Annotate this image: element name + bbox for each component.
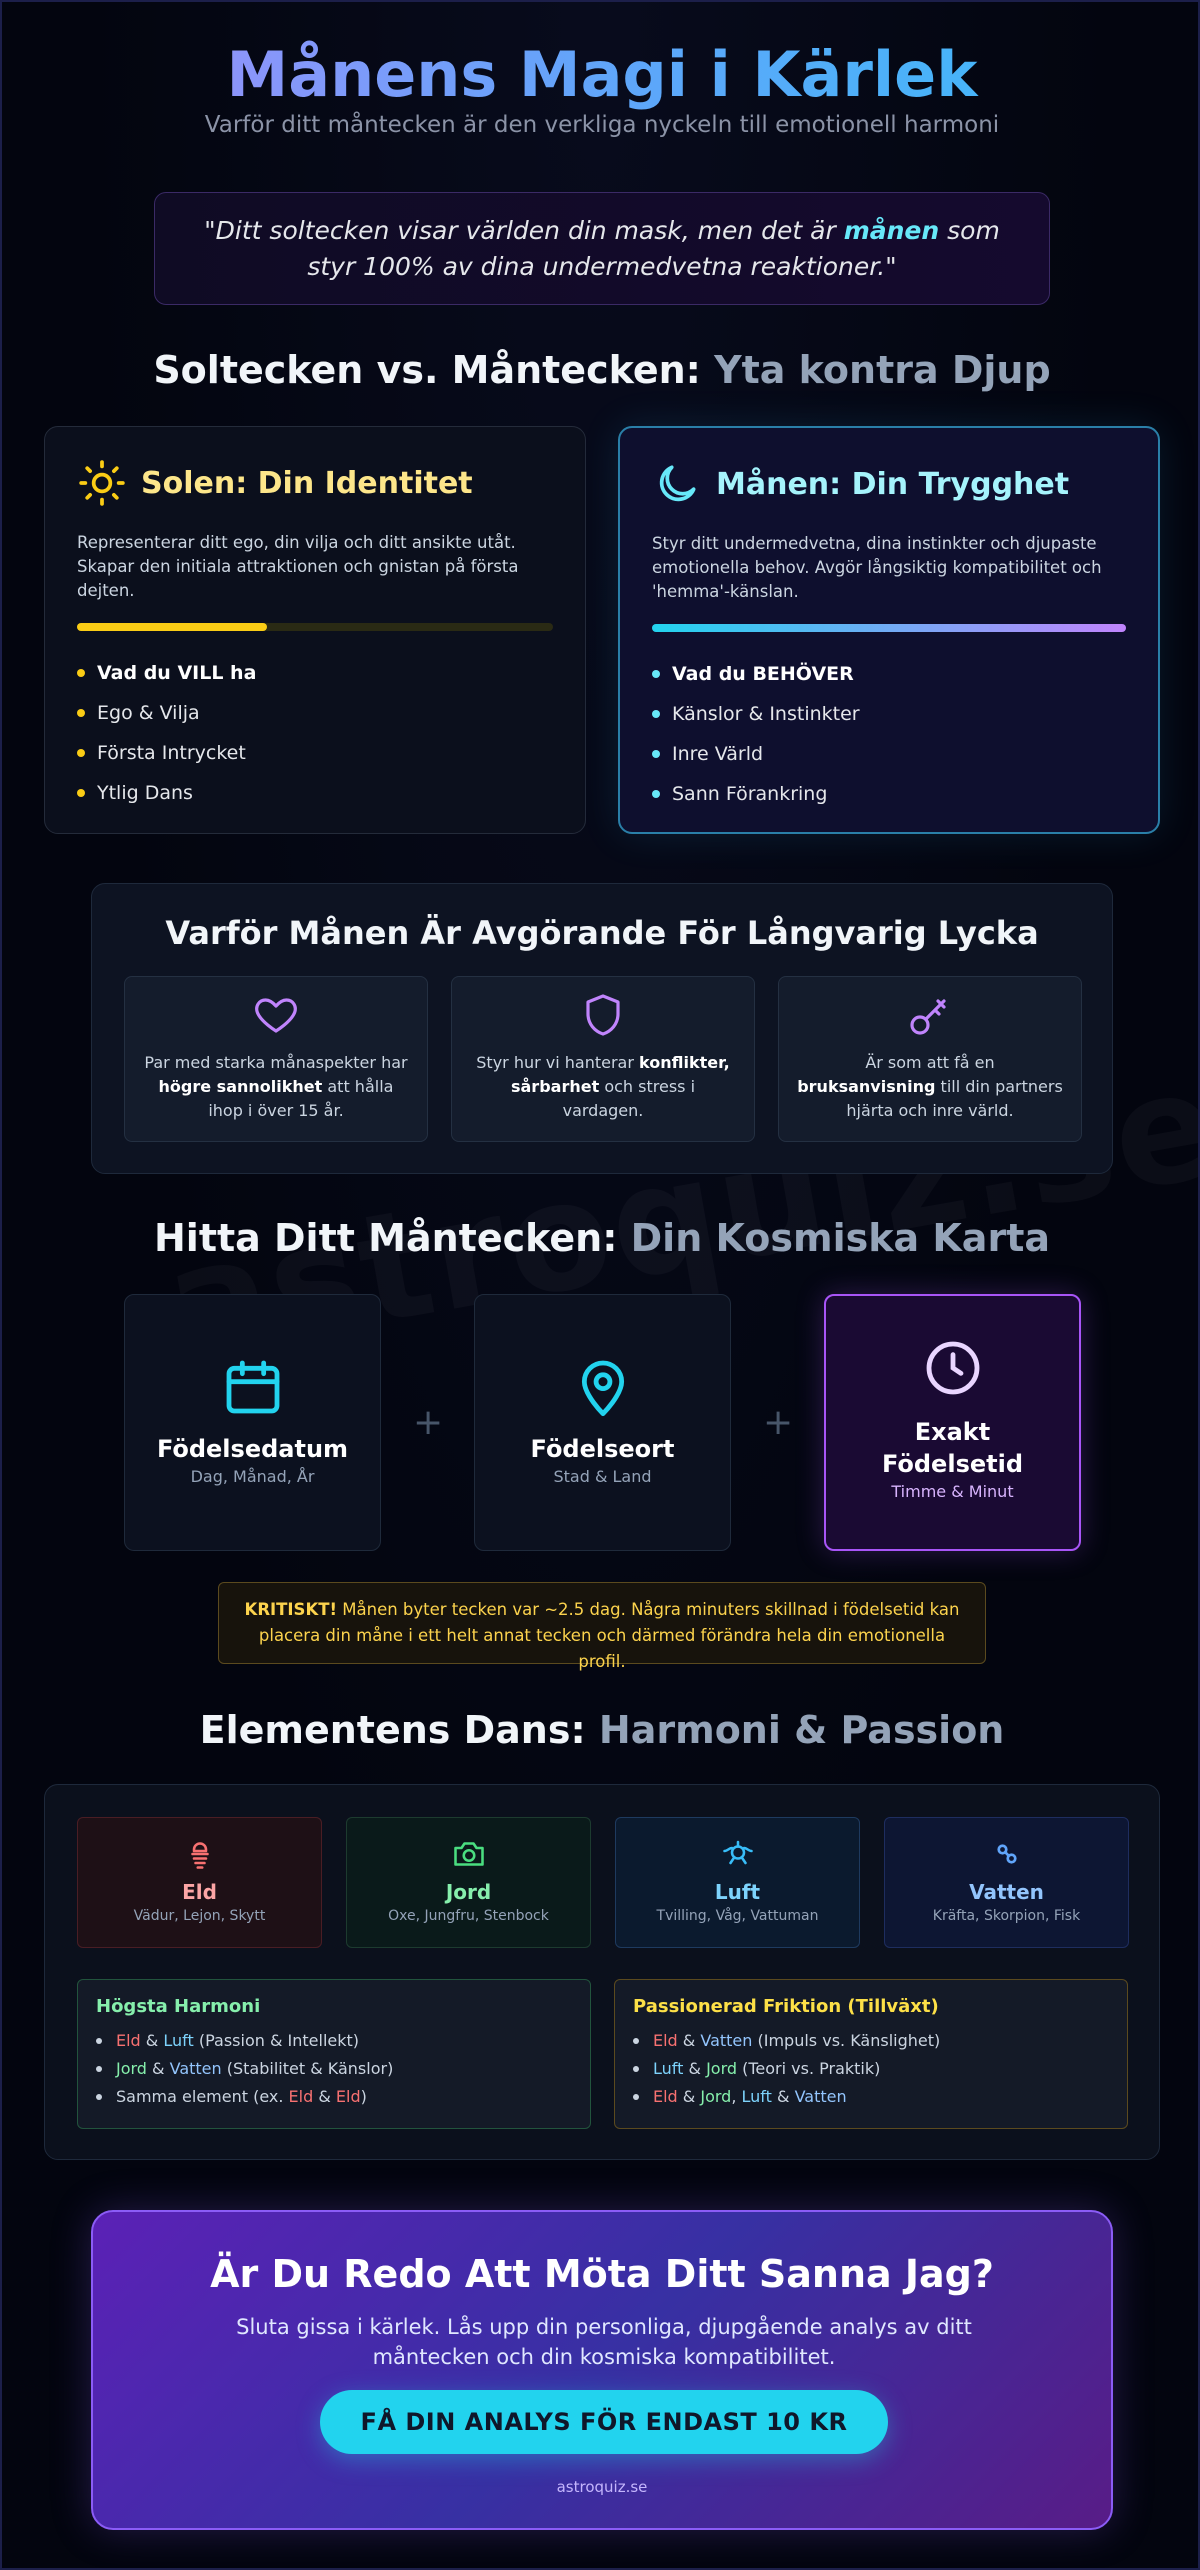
calendar-icon — [221, 1355, 285, 1419]
why-item-key — [778, 976, 1082, 1142]
text-part: & — [140, 2031, 164, 2050]
friction-box — [614, 1979, 1128, 2129]
element-fire — [77, 1817, 322, 1948]
list-item-label: Inre Värld — [672, 743, 764, 765]
text-part: Par med starka månaspekter har — [144, 1053, 408, 1072]
element-ref: Luft — [741, 2087, 772, 2106]
element-water — [884, 1817, 1129, 1948]
find-title — [2, 1216, 1200, 1260]
critical-text: Månen byter tecken var ~2.5 dag. Några minuters skillnad i födelsetid kan placera din måne i ett helt annat tecken och därmed förändra hela din emotionella profil. — [258, 1600, 960, 1671]
element-ref: Jord — [706, 2059, 738, 2078]
moon-bar-fill — [652, 624, 1126, 632]
quote-part: "Ditt soltecken visar världen din mask, men det är — [204, 215, 844, 245]
list-item — [96, 2027, 572, 2055]
text-part: ) — [360, 2087, 367, 2106]
text-part: & — [771, 2087, 795, 2106]
text-part: , — [731, 2087, 742, 2106]
why-text — [797, 1051, 1063, 1123]
text-part: & — [677, 2087, 701, 2106]
friction-list — [633, 2027, 1109, 2111]
critical-notice — [218, 1582, 986, 1671]
text-part: (Stabilitet & Känslor) — [221, 2059, 394, 2078]
list-item — [633, 2055, 1109, 2083]
map-pin-icon — [571, 1355, 635, 1419]
list-item-label: Ego & Vilja — [97, 702, 200, 724]
element-ref: Vatten — [169, 2059, 222, 2078]
text-part: och stress i vardagen. — [562, 1077, 696, 1120]
list-item-label: Känslor & Instinkter — [672, 703, 860, 725]
elements-section — [44, 1784, 1160, 2160]
element-earth — [346, 1817, 591, 1948]
step-birth-date — [124, 1294, 381, 1551]
camera-icon — [451, 1836, 487, 1872]
list-item — [96, 2083, 572, 2111]
why-item-heart — [124, 976, 428, 1142]
cta-title: Är Du Redo Att Möta Ditt Sanna Jag? — [210, 2252, 994, 2296]
list-item — [77, 773, 553, 813]
fire-icon — [182, 1836, 218, 1872]
element-air — [615, 1817, 860, 1948]
why-title: Varför Månen Är Avgörande För Långvarig Lycka — [165, 914, 1039, 952]
element-ref: Eld — [335, 2087, 361, 2106]
title-muted: Harmoni & Passion — [598, 1708, 1005, 1752]
element-name: Luft — [714, 1880, 761, 1904]
element-name: Eld — [182, 1880, 217, 1904]
quote-text — [185, 213, 1019, 285]
quote-box — [154, 192, 1050, 305]
text-part: Styr hur vi hanterar — [476, 1053, 640, 1072]
cta-section — [91, 2210, 1113, 2530]
link-icon — [989, 1836, 1025, 1872]
element-ref: Eld — [116, 2031, 141, 2050]
text-part: (Teori vs. Praktik) — [737, 2059, 881, 2078]
text-part: & — [146, 2059, 170, 2078]
sun-card-title: Solen: Din Identitet — [141, 465, 473, 501]
comparison-title — [2, 348, 1200, 392]
element-ref: Eld — [653, 2087, 678, 2106]
title-muted: Din Kosmiska Karta — [630, 1216, 1050, 1260]
quote-highlight: månen — [843, 215, 940, 245]
text-bold: konflikter, sårbarhet — [510, 1053, 730, 1096]
element-ref: Luft — [653, 2059, 684, 2078]
heart-icon — [252, 991, 300, 1039]
step-birth-time — [824, 1294, 1081, 1551]
list-item — [652, 654, 1126, 694]
plus-sign: + — [763, 1402, 794, 1443]
list-item — [633, 2027, 1109, 2055]
step-subtitle: Dag, Månad, År — [190, 1467, 315, 1486]
list-item-label: Ytlig Dans — [97, 782, 193, 804]
title-main: Soltecken vs. Måntecken: — [153, 348, 715, 392]
sun-list — [77, 653, 553, 813]
cta-text: Sluta gissa i kärlek. Lås upp din personliga, djupgående analys av ditt måntecken och din kosmiska kompatibilitet. — [236, 2315, 972, 2369]
moon-card — [618, 426, 1160, 834]
element-ref: Jord — [116, 2059, 147, 2078]
step-subtitle: Timme & Minut — [891, 1482, 1014, 1501]
element-ref: Jord — [700, 2087, 732, 2106]
text-part: Är som att få en — [865, 1053, 995, 1072]
title-muted: Yta kontra Djup — [714, 348, 1051, 392]
why-item-shield — [451, 976, 755, 1142]
elements-title — [2, 1708, 1200, 1752]
text-part: till din partners hjärta och inre värld. — [846, 1077, 1063, 1120]
friction-title: Passionerad Friktion (Tillväxt) — [633, 1996, 939, 2017]
text-part: att hålla ihop i över 15 år. — [208, 1077, 394, 1120]
moon-icon — [652, 459, 702, 509]
get-analysis-button[interactable]: FÅ DIN ANALYS FÖR ENDAST 10 KR — [320, 2390, 888, 2454]
element-signs: Vädur, Lejon, Skytt — [133, 1908, 266, 1924]
moon-card-title: Månen: Din Trygghet — [716, 466, 1070, 502]
step-title: Födelsedatum — [156, 1435, 349, 1463]
why-section — [91, 883, 1113, 1174]
shield-icon — [579, 991, 627, 1039]
text-part: & — [683, 2059, 707, 2078]
list-item — [652, 734, 1126, 774]
list-item — [77, 693, 553, 733]
clock-icon — [921, 1336, 985, 1400]
text-bold: högre sannolikhet — [158, 1077, 323, 1096]
why-text — [143, 1051, 409, 1123]
step-title: Exakt Födelsetid — [881, 1418, 1024, 1478]
element-ref: Vatten — [700, 2031, 753, 2050]
list-item — [77, 733, 553, 773]
moon-bar — [652, 624, 1126, 632]
element-name: Vatten — [969, 1880, 1044, 1904]
element-name: Jord — [445, 1880, 492, 1904]
list-item-label: Första Intrycket — [97, 742, 246, 764]
step-birth-place — [474, 1294, 731, 1551]
wind-icon — [720, 1836, 756, 1872]
text-part: (Impuls vs. Känslighet) — [752, 2031, 941, 2050]
element-signs: Oxe, Jungfru, Stenbock — [388, 1908, 549, 1924]
element-signs: Kräfta, Skorpion, Fisk — [932, 1908, 1081, 1924]
page-title: Månens Magi i Kärlek — [2, 38, 1200, 111]
page-subtitle: Varför ditt måntecken är den verkliga nyckeln till emotionell harmoni — [204, 112, 1000, 138]
list-item — [96, 2055, 572, 2083]
list-item-label: Vad du VILL ha — [97, 662, 257, 684]
key-icon — [906, 991, 954, 1039]
sun-card — [44, 426, 586, 834]
title-main: Elementens Dans: — [199, 1708, 599, 1752]
step-subtitle: Stad & Land — [553, 1467, 652, 1486]
element-ref: Eld — [653, 2031, 678, 2050]
text-part: & — [313, 2087, 336, 2106]
text-bold: bruksanvisning — [797, 1077, 936, 1096]
sun-card-description: Representerar ditt ego, din vilja och ditt ansikte utåt. Skapar den initiala attraktionen och gnistan på första dejten. — [77, 533, 519, 600]
quote-part: som styr 100% av dina undermedvetna reaktioner." — [307, 215, 1000, 281]
list-item — [633, 2083, 1109, 2111]
element-ref: Eld — [288, 2087, 314, 2106]
text-part: Samma element (ex. — [116, 2087, 289, 2106]
list-item — [77, 653, 553, 693]
step-title: Födelseort — [530, 1435, 675, 1463]
list-item-label: Vad du BEHÖVER — [672, 663, 854, 685]
text-part: & — [677, 2031, 701, 2050]
critical-label: KRITISKT! — [244, 1600, 338, 1619]
element-ref: Luft — [163, 2031, 194, 2050]
why-text — [470, 1051, 736, 1123]
plus-sign: + — [413, 1402, 444, 1443]
harmony-box — [77, 1979, 591, 2129]
list-item — [652, 774, 1126, 814]
list-item — [652, 694, 1126, 734]
moon-card-description: Styr ditt undermedvetna, dina instinkter och djupaste emotionella behov. Avgör långsiktig kompatibilitet och 'hemma'-känslan. — [652, 534, 1102, 601]
title-main: Hitta Ditt Måntecken: — [153, 1216, 631, 1260]
cta-footer-link[interactable]: astroquiz.se — [556, 2478, 648, 2496]
sun-bar-fill — [77, 623, 267, 631]
harmony-title: Högsta Harmoni — [96, 1996, 261, 2017]
list-item-label: Sann Förankring — [672, 783, 828, 805]
harmony-list — [96, 2027, 572, 2111]
sun-icon — [77, 458, 127, 508]
sun-bar — [77, 623, 553, 631]
text-part: (Passion & Intellekt) — [193, 2031, 360, 2050]
element-ref: Vatten — [794, 2087, 847, 2106]
moon-list — [652, 654, 1126, 814]
element-signs: Tvilling, Våg, Vattuman — [656, 1908, 819, 1924]
